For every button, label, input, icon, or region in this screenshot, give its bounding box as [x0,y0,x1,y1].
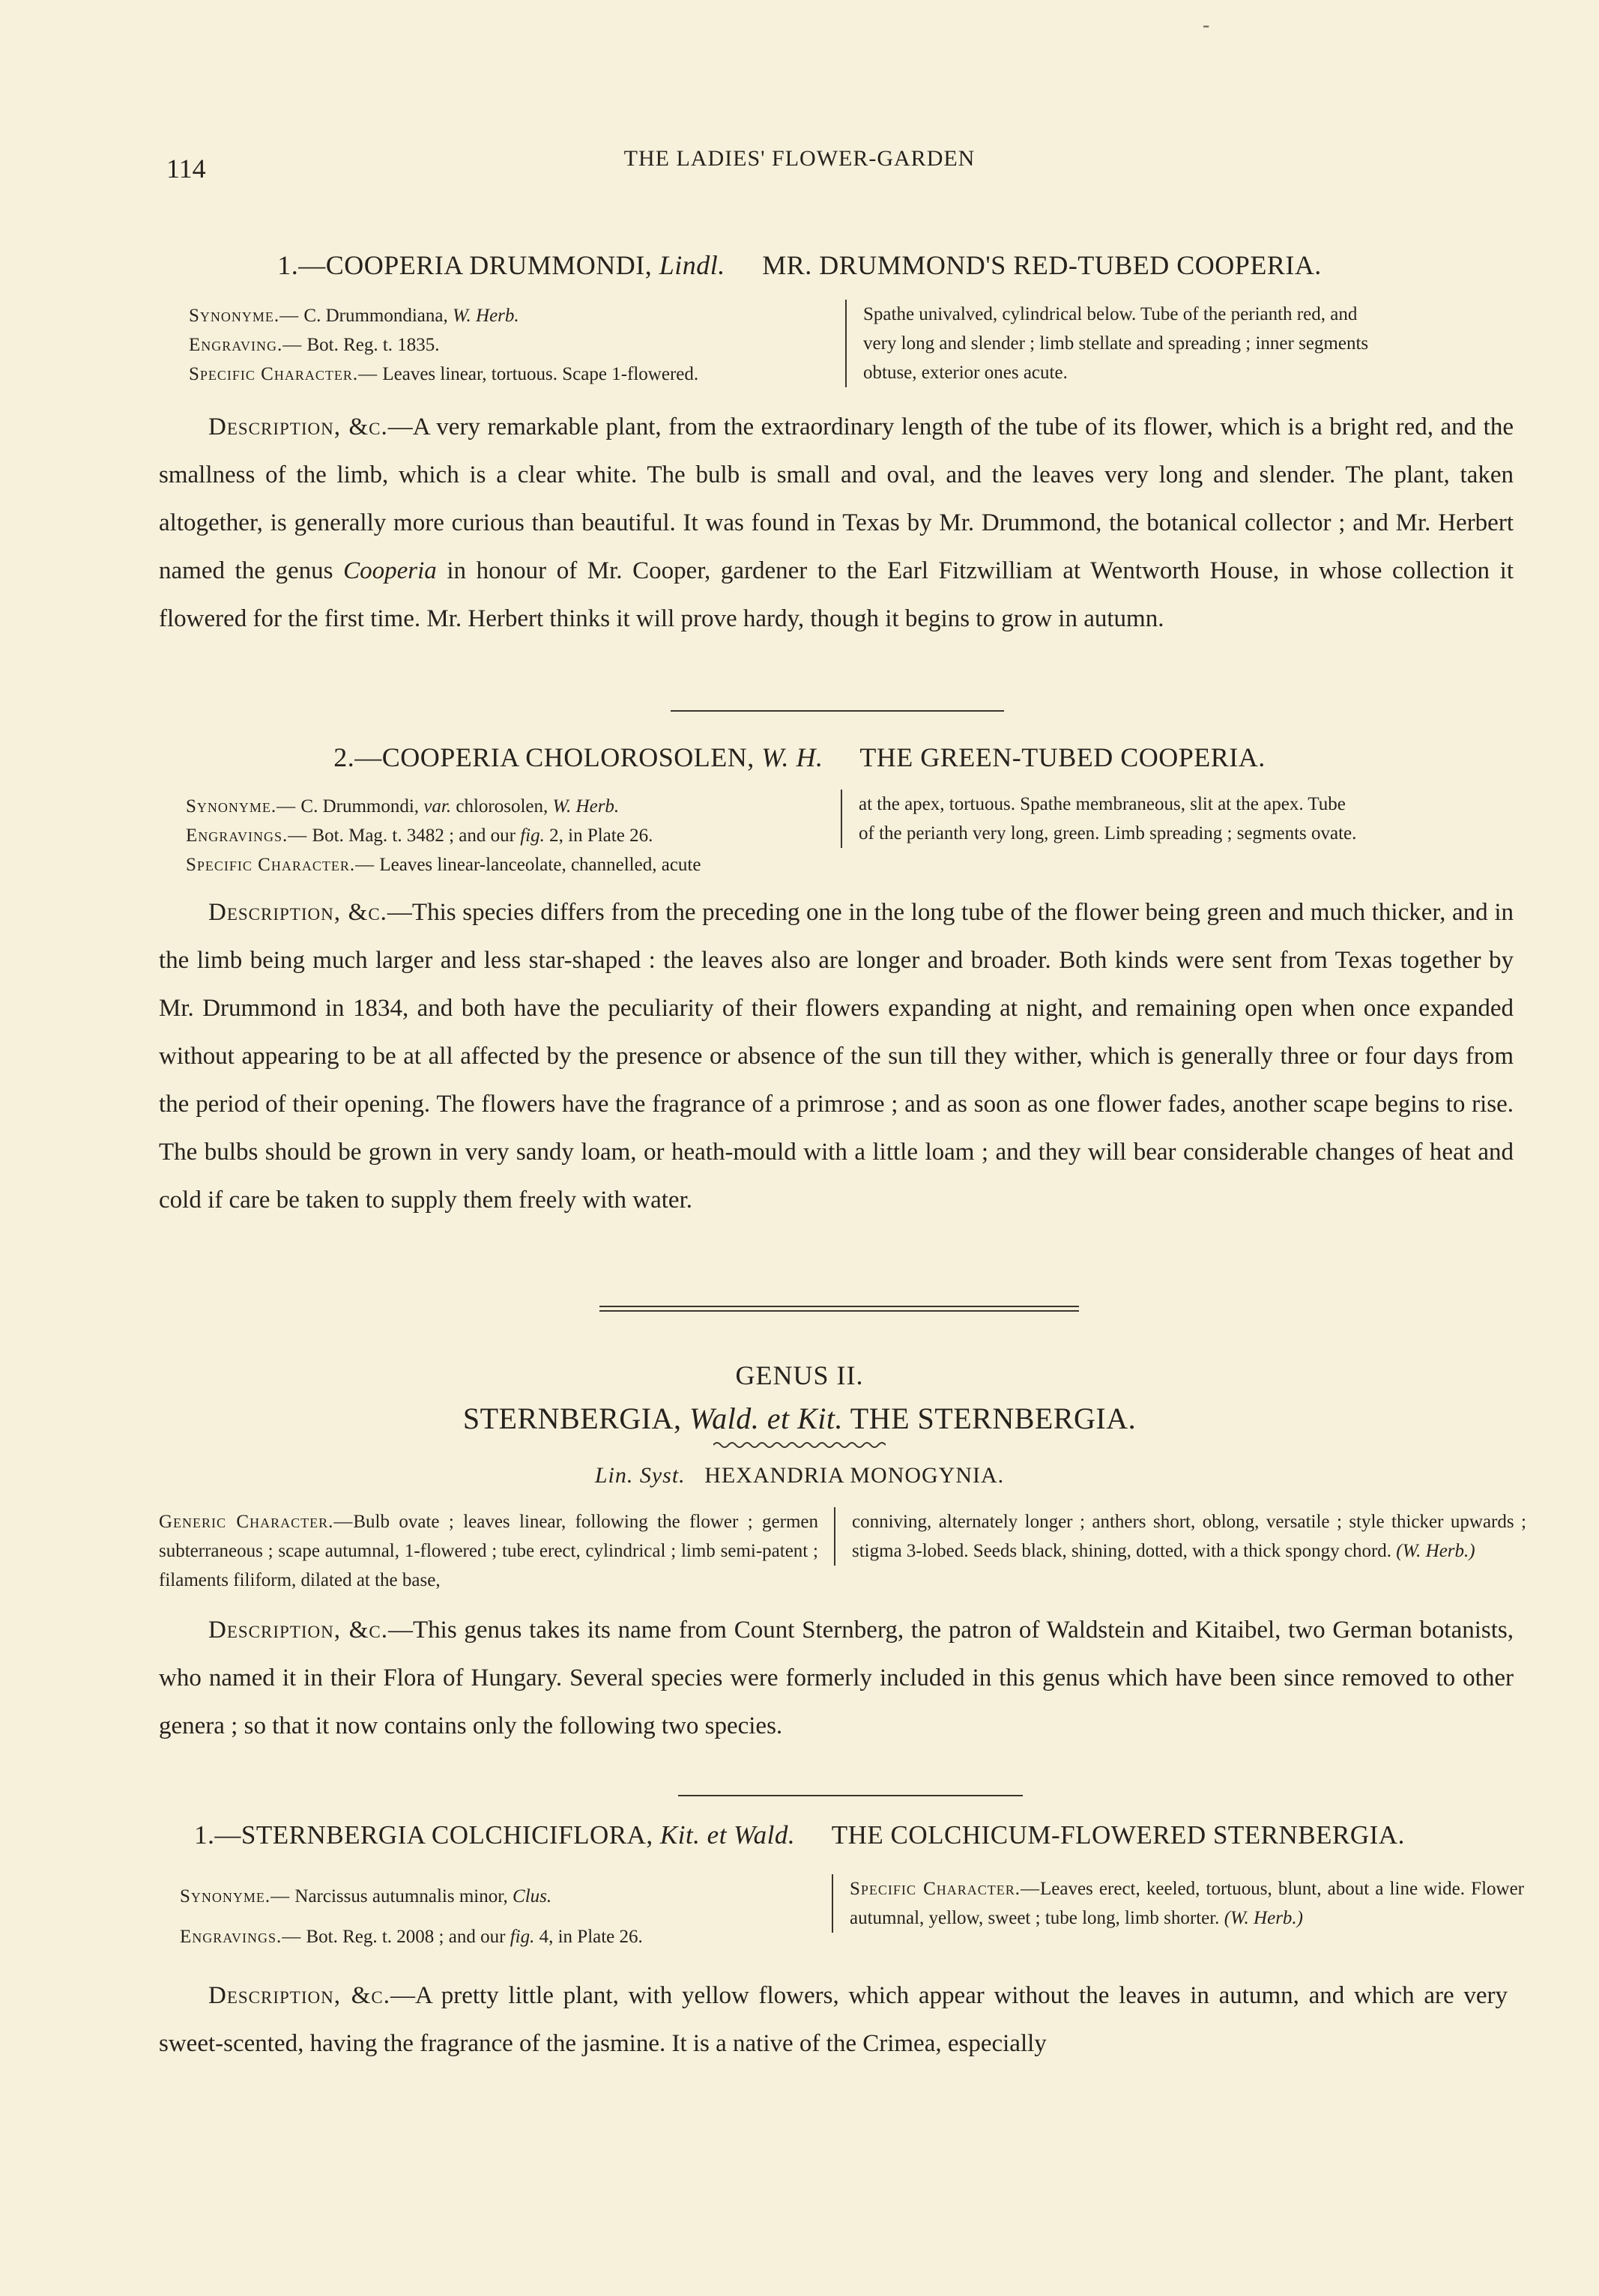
species2-title-right: THE GREEN-TUBED COOPERIA. [859,742,1266,772]
synonyme-label: Synonyme.— [189,306,300,326]
species2-engraving [186,821,838,850]
synonyme-text2: chlorosolen, [456,796,548,817]
generic-right-text: conniving, alternately longer ; anthers short, oblong, versatile ; style thicker upwards ; stigma 3-lobed. Seeds black, shining, dotted, with a thick spongy chord. [852,1512,1526,1561]
engraving-text: Bot. Reg. t. 1835. [306,335,440,355]
species2-right-block [841,790,1533,848]
species1-description [159,403,1514,643]
genus-authors: Wald. et Kit. [689,1402,843,1435]
separator-rule-1 [671,710,1004,712]
desc-text1: —A very remarkable plant, from the extraordinary length of the tube of its flower, which is a bright red, and the smallness of the limb, which is a clear white. The bulb is small and oval, and the leaves very long and slender. The plant, taken altogether, is generally more curious than beautiful. It was found in Texas by Mr. Drummond, the botanical collector ; and Mr. Herbert named the genus [159,414,1514,584]
synonyme-author: W. Herb. [453,306,519,326]
specific-label: Specific Character.— [186,855,375,875]
species2-right-line2: of the perianth very long, green. Limb spreading ; segments ovate. [859,823,1357,843]
separator-rule-2 [678,1795,1023,1796]
genus-left-block [159,1507,818,1595]
engraving-text2: 4, in Plate 26. [539,1927,643,1947]
species1-engraving [189,330,841,360]
species3-left-block [180,1877,824,1957]
synonyme-label: Synonyme.— [180,1886,291,1906]
engraving-text: Bot. Mag. t. 3482 ; and our [312,826,516,846]
wavy-ornament [713,1440,886,1450]
synonyme-text: C. Drummondi, [300,796,420,817]
specific-cite: (W. Herb.) [1224,1908,1303,1928]
engraving-label: Engraving.— [189,335,303,355]
genus-name: STERNBERGIA, [462,1402,682,1435]
desc-text: —This genus takes its name from Count Sternberg, the patron of Waldstein and Kitaibel, two German botanists, who named it in their Flora of Hungary. Several species were formerly included in this genus which have been since removed to other genera ; so that it now contains only the following two species. [159,1617,1514,1739]
synonyme-author: Clus. [513,1886,552,1906]
lin-class: HEXANDRIA MONOGYNIA. [704,1463,1005,1488]
engraving-label: Engravings.— [186,826,308,846]
species3-right-block [832,1874,1524,1933]
specific-label: Specific Character.— [189,364,378,384]
desc-text: —This species differs from the preceding one in the long tube of the flower being green and much thicker, and in the limb being much larger and less star-shaped : the leaves also are longer and broader. Both kinds were sent from Texas together by Mr. Drummond in 1834, and both have the peculiarity of their flowers expanding at night, and remaining open when once expanded without appearing to be at all affected by the presence or absence of the sun till they wither, which is generally three or four days from the period of their opening. The flowers have the fragrance of a primrose ; and as soon as one flower fades, another scape begins to rise. The bulbs should be grown in very sandy loam, or heath-mould with a little loam ; and they will bear considerable changes of heat and cold if care be taken to supply them freely with water. [159,899,1514,1214]
genus-double-rule [599,1306,1079,1312]
engraving-fig: fig. [520,826,545,846]
generic-right-cite: (W. Herb.) [1396,1541,1475,1561]
desc-text2: in honour of Mr. Cooper, gardener to the Earl Fitzwilliam at Wentworth House, in whose collection it flowered for the first time. Mr. Herbert thinks it will prove hardy, though it begins to grow in autumn. [159,557,1514,632]
genus-description [159,1606,1514,1750]
generic-label: Generic Character.— [159,1512,354,1532]
species1-title-right: MR. DRUMMOND'S RED-TUBED COOPERIA. [762,250,1322,280]
species3-title [0,1820,1599,1850]
species3-title-author: Kit. et Wald. [659,1820,796,1850]
desc-label: Description, &c. [208,1982,390,2009]
species1-title-left: 1.—COOPERIA DRUMMONDI, [277,250,653,280]
species3-engraving [180,1917,824,1957]
wavy-line [713,1443,886,1447]
species3-description [159,1972,1508,2068]
species2-title-left: 2.—COOPERIA CHOLOROSOLEN, [333,742,755,772]
page-number: 114 [166,154,206,184]
species1-specific [189,360,841,389]
desc-genus: Cooperia [343,557,437,584]
species1-right-block [845,300,1538,387]
genus-linnaean [0,1463,1599,1488]
specific-text: Leaves linear-lanceolate, channelled, acute [379,855,701,875]
species3-synonyme [180,1877,824,1917]
species2-left-block [186,792,838,879]
specific-label: Specific Character.— [850,1879,1040,1899]
synonyme-text: C. Drummondiana, [303,306,448,326]
synonyme-var: var. [423,796,452,817]
species1-left-block [189,301,841,389]
species2-specific [186,850,838,879]
genus-common: THE STERNBERGIA. [850,1402,1137,1435]
specific-text: Leaves linear, tortuous. Scape 1-flowered. [382,364,699,384]
desc-label: Description, &c. [208,414,388,440]
synonyme-label: Synonyme.— [186,796,297,817]
species1-right-line2: very long and slender ; limb stellate and spreading ; inner segments [863,333,1369,354]
genus-right-block [834,1507,1526,1566]
species3-title-left: 1.—STERNBERGIA COLCHICIFLORA, [194,1820,653,1850]
engraving-text2: 2, in Plate 26. [549,826,653,846]
synonyme-author: W. Herb. [552,796,620,817]
engraving-fig: fig. [510,1927,535,1947]
desc-text: —A pretty little plant, with yellow flowers, which appear without the leaves in autumn, and which are very sweet-scented, having the fragrance of the jasmine. It is a native of the Crimea, especially [159,1982,1508,2057]
desc-label: Description, &c. [208,1617,388,1644]
species2-right-line1: at the apex, tortuous. Spathe membraneous, slit at the apex. Tube [859,794,1346,814]
species1-right-line3: obtuse, exterior ones acute. [863,363,1068,383]
species1-right-line1: Spathe univalved, cylindrical below. Tube of the perianth red, and [863,304,1358,324]
species2-title-author: W. H. [761,742,823,772]
species2-description [159,888,1514,1224]
species1-title [0,249,1599,281]
engraving-label: Engravings.— [180,1927,302,1947]
genus-title [0,1401,1599,1436]
species1-title-author: Lindl. [659,250,725,280]
lin-label: Lin. Syst. [594,1463,686,1488]
species3-title-right: THE COLCHICUM-FLOWERED STERNBERGIA. [831,1820,1405,1850]
corner-mark: - [1203,13,1210,37]
species1-synonyme [189,301,841,330]
running-head: THE LADIES' FLOWER-GARDEN [623,146,976,171]
synonyme-text: Narcissus autumnalis minor, [294,1886,508,1906]
desc-label: Description, &c. [208,899,387,926]
generic-left-text: Bulb ovate ; leaves linear, following the flower ; germen subterraneous ; scape autumnal, 1-flowered ; tube erect, cylindrical ; limb semi-patent ; filaments filiform, dilated at the base, [159,1512,818,1590]
genus-heading: GENUS II. [735,1360,864,1390]
specific-text: Leaves erect, keeled, tortuous, blunt, about a line wide. Flower autumnal, yellow, sweet ; tube long, limb shorter. [850,1879,1524,1928]
species2-title [0,742,1599,773]
engraving-text: Bot. Reg. t. 2008 ; and our [306,1927,506,1947]
species2-synonyme [186,792,838,821]
